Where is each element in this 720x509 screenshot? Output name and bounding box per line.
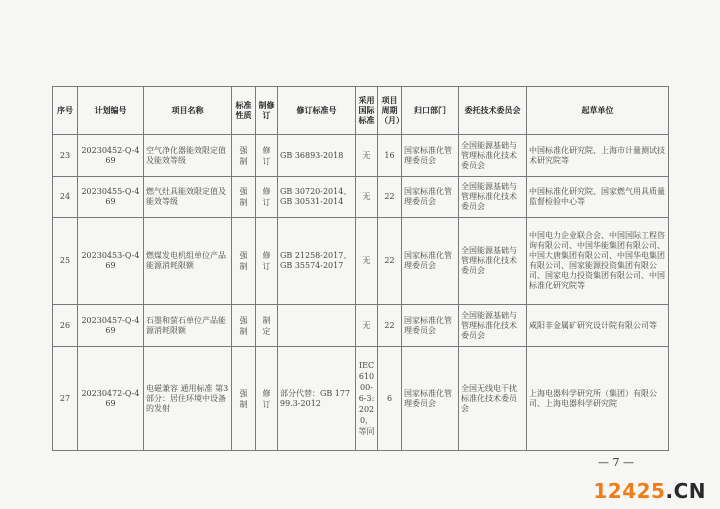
site-watermark — [593, 479, 706, 503]
cell-intl: IEC 61000-6-3:2020，等同 — [356, 347, 378, 451]
cell-seq: 26 — [53, 305, 78, 347]
cell-intl: 无 — [356, 218, 378, 305]
col-committee: 委托技术委员会 — [459, 87, 527, 135]
cell-seq: 23 — [53, 135, 78, 177]
table-row — [53, 135, 669, 177]
page-number: — 7 — — [598, 456, 634, 469]
cell-dept: 国家标准化管理委员会 — [402, 347, 459, 451]
col-revised: 修订标准号 — [278, 87, 356, 135]
cell-seq: 24 — [53, 177, 78, 218]
cell-type: 修订 — [262, 251, 271, 271]
cell-type: 制定 — [262, 315, 271, 336]
cell-name: 石墨和萤石单位产品能源消耗限额 — [144, 305, 232, 347]
cell-drafter: 中国标准化研究院、上海市计量测试技术研究院等 — [527, 135, 669, 177]
table-row — [53, 347, 669, 451]
cell-plan-no: 20230455-Q-469 — [78, 177, 144, 218]
watermark-suffix: .CN — [665, 479, 706, 503]
cell-plan-no: 20230452-Q-469 — [78, 135, 144, 177]
cell-committee: 全国能源基础与管理标准化技术委员会 — [459, 305, 527, 347]
cell-seq: 25 — [53, 218, 78, 305]
cell-nature: 强制 — [239, 187, 248, 207]
cell-nature: 强制 — [239, 251, 248, 271]
cell-nature: 强制 — [239, 315, 248, 336]
cell-name: 燃煤发电机组单位产品能源消耗限额 — [144, 218, 232, 305]
col-name: 项目名称 — [144, 87, 232, 135]
header-row — [53, 87, 669, 135]
cell-cycle: 22 — [378, 218, 402, 305]
cell-plan-no: 20230472-Q-469 — [78, 347, 144, 451]
col-seq: 序号 — [53, 87, 78, 135]
cell-cycle: 6 — [378, 347, 402, 451]
col-type: 制修订 — [256, 87, 278, 135]
cell-drafter: 中国标准化研究院、国家燃气用具质量监督检验中心等 — [527, 177, 669, 218]
cell-dept: 国家标准化管理委员会 — [402, 218, 459, 305]
cell-cycle: 22 — [378, 305, 402, 347]
cell-revised: GB 30720-2014、GB 30531-2014 — [278, 177, 356, 218]
cell-committee: 全国无线电干扰标准化技术委员会 — [459, 347, 527, 451]
cell-dept: 国家标准化管理委员会 — [402, 135, 459, 177]
cell-plan-no: 20230453-Q-469 — [78, 218, 144, 305]
col-dept: 归口部门 — [402, 87, 459, 135]
cell-intl: 无 — [356, 177, 378, 218]
cell-nature: 强制 — [239, 388, 248, 409]
cell-cycle: 16 — [378, 135, 402, 177]
table-row — [53, 305, 669, 347]
cell-dept: 国家标准化管理委员会 — [402, 305, 459, 347]
cell-committee: 全国能源基础与管理标准化技术委员会 — [459, 177, 527, 218]
col-drafter: 起草单位 — [527, 87, 669, 135]
cell-revised: 部分代替：GB 17799.3-2012 — [278, 347, 356, 451]
cell-revised: GB 36893-2018 — [278, 135, 356, 177]
table-row — [53, 177, 669, 218]
cell-plan-no: 20230457-Q-469 — [78, 305, 144, 347]
cell-drafter: 中国电力企业联合会、中国国际工程咨询有限公司、中国华能集团有限公司、中国大唐集团有限公司、中国华电集团有限公司、国家能源投资集团有限公司、国家电力投资集团有限公司、中国标准化研究院等 — [527, 218, 669, 305]
cell-type: 修订 — [262, 187, 271, 207]
cell-intl: 无 — [356, 135, 378, 177]
col-cycle: 项目周期（月） — [378, 87, 402, 135]
col-plan-no: 计划编号 — [78, 87, 144, 135]
cell-type: 修订 — [262, 388, 271, 409]
cell-name: 电磁兼容 通用标准 第3部分：居住环境中设备的发射 — [144, 347, 232, 451]
cell-revised: GB 21258-2017、GB 35574-2017 — [278, 218, 356, 305]
cell-type: 修订 — [262, 145, 271, 166]
watermark-number: 12425 — [593, 479, 666, 503]
cell-drafter: 咸阳非金属矿研究设计院有限公司等 — [527, 305, 669, 347]
cell-name: 燃气灶具能效限定值及能效等级 — [144, 177, 232, 218]
cell-intl: 无 — [356, 305, 378, 347]
cell-drafter: 上海电器科学研究所（集团）有限公司、上海电器科学研究院 — [527, 347, 669, 451]
table-row — [53, 218, 669, 305]
cell-revised — [278, 305, 356, 347]
col-nature: 标准性质 — [232, 87, 256, 135]
cell-cycle: 22 — [378, 177, 402, 218]
cell-nature: 强制 — [239, 145, 248, 166]
cell-dept: 国家标准化管理委员会 — [402, 177, 459, 218]
standards-table — [52, 86, 669, 451]
col-intl: 采用国际标准 — [356, 87, 378, 135]
cell-committee: 全国能源基础与管理标准化技术委员会 — [459, 218, 527, 305]
cell-seq: 27 — [53, 347, 78, 451]
cell-committee: 全国能源基础与管理标准化技术委员会 — [459, 135, 527, 177]
cell-name: 空气净化器能效限定值及能效等级 — [144, 135, 232, 177]
